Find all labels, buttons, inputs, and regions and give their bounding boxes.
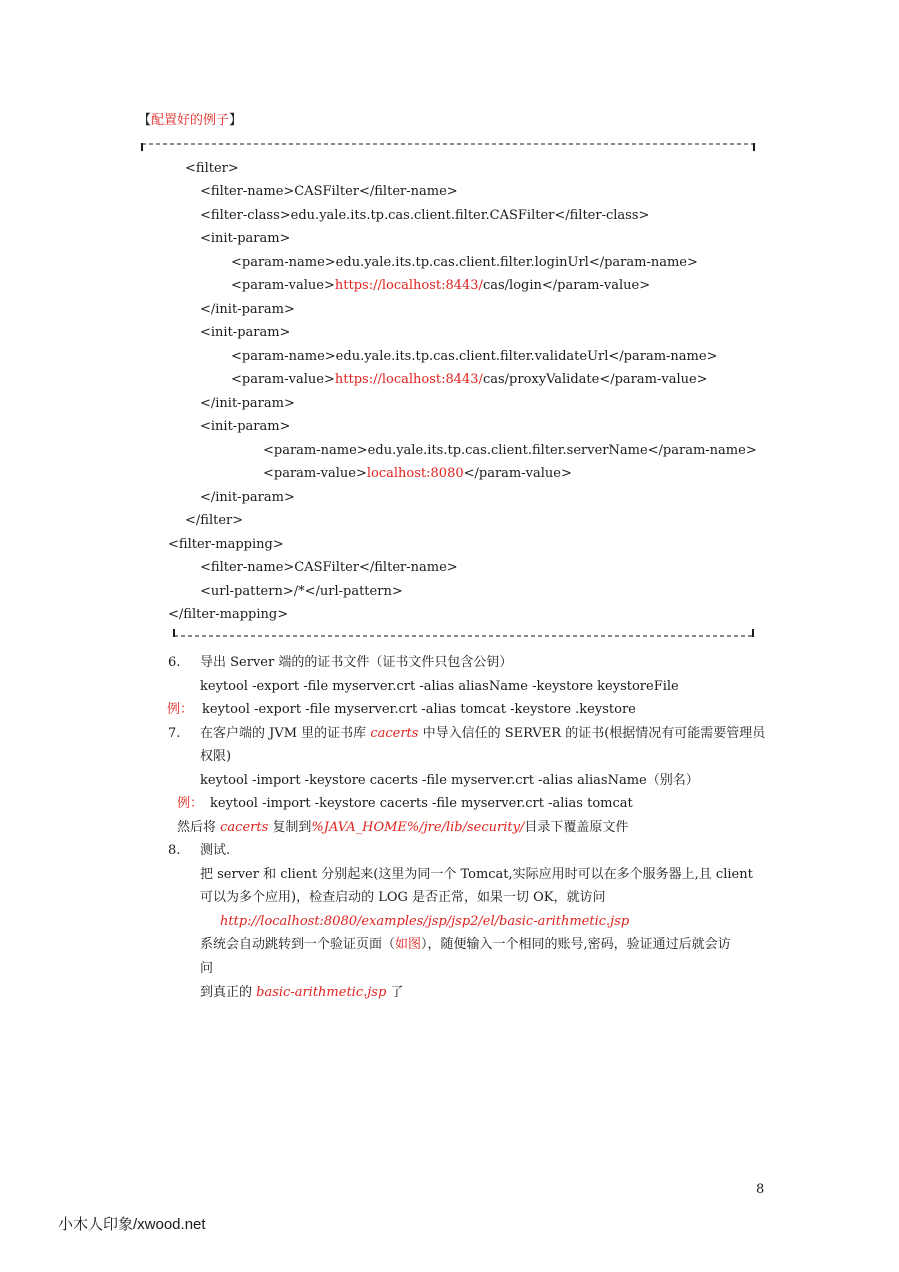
code-url: https://localhost:8443/ [334, 278, 483, 293]
test-url: http://localhost:8080/examples/jsp/jsp2/el/basic-arithmetic.jsp [220, 914, 630, 929]
code-line: </init-param> [200, 490, 295, 505]
step-text: 系统会自动跳转到一个验证页面（ [200, 937, 396, 952]
step-number: 7. [168, 726, 181, 741]
code-line [263, 465, 572, 483]
step-text: 中导入信任的 SERVER 的证书(根据情况有可能需要管理员 [418, 726, 766, 741]
example-label: 例： [177, 796, 204, 811]
figure-ref: 如图 [395, 937, 422, 952]
code-text: <param-value> [263, 466, 367, 481]
step-title-continued: 权限) [200, 749, 232, 764]
step-number: 8. [168, 843, 181, 858]
code-line: <filter-mapping> [168, 537, 284, 552]
code-line: <init-param> [200, 231, 291, 246]
title-close-bracket: 】 [229, 113, 243, 128]
example-command: keytool -import -keystore cacerts -file myserver.crt -alias tomcat [210, 796, 633, 811]
copy-instruction [177, 819, 628, 837]
step-text: 复制到 [268, 820, 312, 835]
paragraph-line [200, 984, 403, 1002]
title-open-bracket: 【 [138, 113, 152, 128]
section-title [138, 112, 242, 130]
step-title [200, 725, 765, 743]
step-text: 目录下覆盖原文件 [524, 820, 629, 835]
code-line: <param-name>edu.yale.its.tp.cas.client.filter.serverName</param-name> [263, 443, 757, 458]
code-url: localhost:8080 [366, 466, 464, 481]
code-text: <param-value> [231, 372, 335, 387]
title-text: 配置好的例子 [151, 113, 230, 128]
step-text: 了 [386, 985, 404, 1000]
code-line: <init-param> [200, 419, 291, 434]
step-number: 6. [168, 655, 181, 670]
code-line: <param-name>edu.yale.its.tp.cas.client.filter.loginUrl</param-name> [231, 255, 698, 270]
step-text: 然后将 [177, 820, 221, 835]
command-line: keytool -import -keystore cacerts -file myserver.crt -alias aliasName（别名） [200, 773, 699, 788]
code-line: <filter-name>CASFilter</filter-name> [200, 560, 458, 575]
example-label: 例： [167, 702, 194, 717]
code-line: <init-param> [200, 325, 291, 340]
highlight-term: basic-arithmetic.jsp [256, 985, 387, 1000]
code-line: </init-param> [200, 396, 295, 411]
paragraph-line: 把 server 和 client 分别起来(这里为同一个 Tomcat,实际应用时可以在多个服务器上,且 client [200, 867, 753, 882]
code-line: <url-pattern>/*</url-pattern> [200, 584, 403, 599]
page-number: 8 [756, 1182, 765, 1197]
code-box-top-border [140, 140, 758, 152]
code-text: <param-value> [231, 278, 335, 293]
step-text: 到真正的 [200, 985, 257, 1000]
code-line: <filter-class>edu.yale.its.tp.cas.client.filter.CASFilter</filter-class> [200, 208, 650, 223]
code-url: https://localhost:8443/ [334, 372, 483, 387]
code-line: <param-name>edu.yale.its.tp.cas.client.filter.validateUrl</param-name> [231, 349, 718, 364]
step-text: ），随便输入一个相同的账号,密码，验证通过后就会访 [421, 937, 731, 952]
example-command: keytool -export -file myserver.crt -alias tomcat -keystore .keystore [202, 702, 636, 717]
step-title: 测试. [200, 843, 231, 858]
code-line: <filter-name>CASFilter</filter-name> [200, 184, 458, 199]
code-text: cas/login</param-value> [482, 278, 651, 293]
paragraph-line: 可以为多个应用)，检查启动的 LOG 是否正常，如果一切 OK，就访问 [200, 890, 606, 905]
code-line [231, 371, 708, 389]
code-line: </filter> [185, 513, 244, 528]
code-text: </param-value> [463, 466, 572, 481]
highlight-term: cacerts [220, 820, 269, 835]
highlight-path: %JAVA_HOME%/jre/lib/security/ [311, 820, 525, 835]
code-line [231, 277, 650, 295]
code-line: </filter-mapping> [168, 607, 289, 622]
step-text: 在客户端的 JVM 里的证书库 [200, 726, 371, 741]
paragraph-line: 问 [200, 961, 214, 976]
code-text: cas/proxyValidate</param-value> [482, 372, 708, 387]
command-line: keytool -export -file myserver.crt -alias aliasName -keystore keystoreFile [200, 679, 679, 694]
step-title: 导出 Server 端的的证书文件（证书文件只包含公钥） [200, 655, 513, 670]
code-line: </init-param> [200, 302, 295, 317]
code-box-bottom-border [168, 628, 758, 640]
code-line: <filter> [185, 161, 239, 176]
highlight-term: cacerts [370, 726, 419, 741]
paragraph-line [200, 936, 731, 954]
watermark: 小木人印象/xwood.net [58, 1216, 206, 1233]
